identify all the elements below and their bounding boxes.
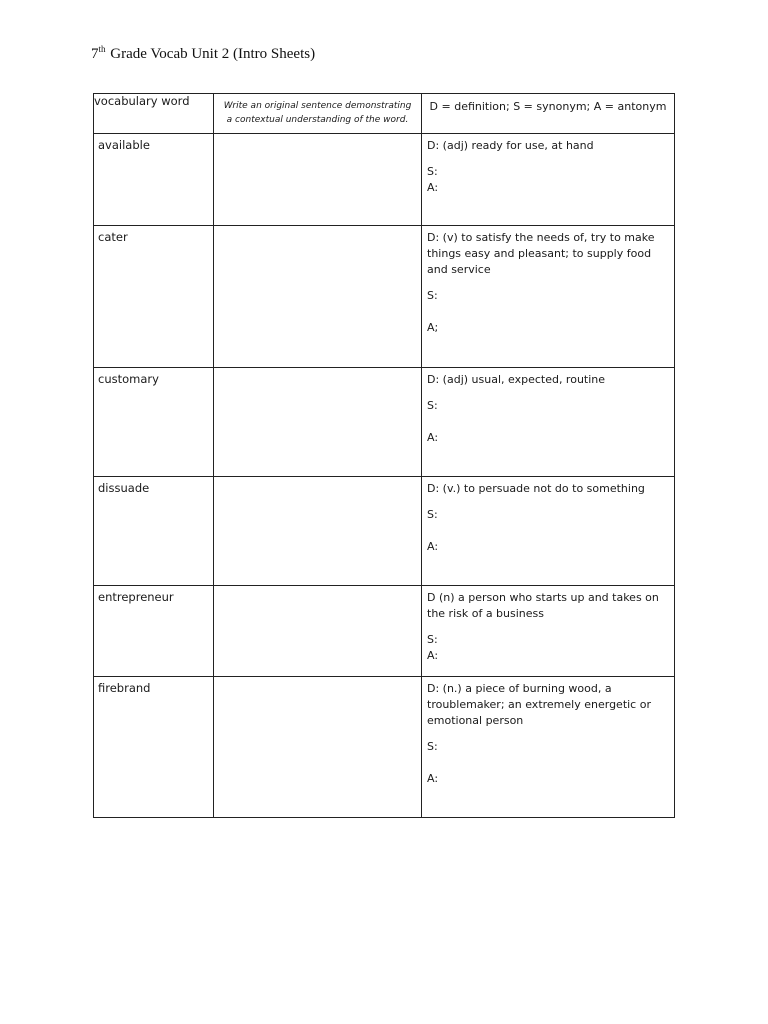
table-row [94,586,675,677]
header-sentence-line1: Write an original sentence demonstrating [223,101,412,111]
vocab-word-cater: cater [94,226,214,368]
antonym-label: A: [427,431,439,444]
definition-text: D: (adj) ready for use, at hand [427,139,594,152]
definition-cell-available [422,134,675,226]
sentence-cell-customary[interactable] [214,368,422,477]
sentence-cell-firebrand[interactable] [214,677,422,818]
synonym-label: S: [427,633,438,646]
definition-text: D: (adj) usual, expected, routine [427,373,606,386]
definition-text: D (n) a person who starts up and takes on the risk of a business [427,591,659,620]
definition-text: D: (n.) a piece of burning wood, a troublemaker; an extremely energetic or emotional person [427,682,651,727]
antonym-label: A: [427,540,439,553]
antonym-label: A: [427,772,439,785]
definition-cell-customary [422,368,675,477]
table-row [94,477,675,586]
header-definition-key: D = definition; S = synonym; A = antonym [422,94,675,134]
table-row [94,368,675,477]
vocab-table [93,93,675,818]
synonym-label: S: [427,508,438,521]
definition-cell-cater [422,226,675,368]
header-sentence-line2: a contextual understanding of the word. [226,115,409,125]
antonym-label: A; [427,321,439,334]
definition-text: D: (v.) to persuade not do to something [427,482,645,495]
grade-suffix: th [98,44,106,54]
vocab-word-firebrand: firebrand [94,677,214,818]
table-row [94,226,675,368]
header-vocabulary-word: vocabulary word [94,94,214,134]
synonym-label: S: [427,289,438,302]
vocab-word-available: available [94,134,214,226]
sentence-cell-dissuade[interactable] [214,477,422,586]
sentence-cell-entrepreneur[interactable] [214,586,422,677]
synonym-label: S: [427,740,438,753]
definition-cell-firebrand [422,677,675,818]
header-sentence [214,94,422,134]
antonym-label: A: [427,181,439,194]
table-row [94,134,675,226]
definition-text: D: (v) to satisfy the needs of, try to make things easy and pleasant; to supply food and service [427,231,655,276]
table-row [94,677,675,818]
synonym-label: S: [427,165,438,178]
vocab-word-entrepreneur: entrepreneur [94,586,214,677]
definition-cell-dissuade [422,477,675,586]
sentence-cell-cater[interactable] [214,226,422,368]
definition-cell-entrepreneur [422,586,675,677]
title-text: Grade Vocab Unit 2 (Intro Sheets) [106,46,316,62]
antonym-label: A: [427,649,439,662]
grade-number: 7 [91,46,99,62]
synonym-label: S: [427,399,438,412]
page-title [91,44,315,63]
header-row [94,94,675,134]
vocab-word-customary: customary [94,368,214,477]
sentence-cell-available[interactable] [214,134,422,226]
vocab-word-dissuade: dissuade [94,477,214,586]
